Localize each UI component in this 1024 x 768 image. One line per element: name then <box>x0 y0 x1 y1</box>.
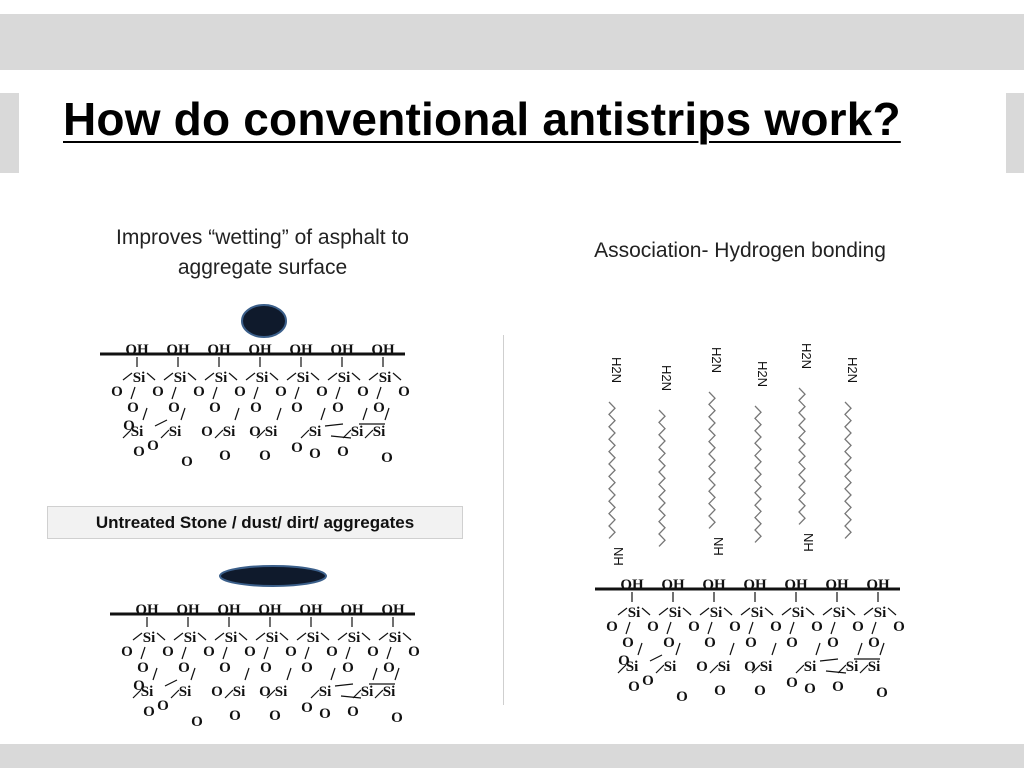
oxygen-label: O <box>285 644 297 660</box>
oxygen-label: O <box>745 635 757 651</box>
oxygen-label: O <box>181 454 193 470</box>
bond-line <box>683 608 691 615</box>
bond-line <box>618 608 627 615</box>
silicon-label: Si <box>759 659 773 675</box>
oxygen-label: O <box>147 438 159 454</box>
oxygen-label: O <box>211 684 223 700</box>
oxygen-label: O <box>337 444 349 460</box>
oxygen-label: O <box>408 644 420 660</box>
bond-line <box>287 668 291 680</box>
bond-line <box>782 608 791 615</box>
oxygen-label: O <box>827 635 839 651</box>
silicon-label: Si <box>183 630 197 646</box>
silicon-label: Si <box>791 605 805 621</box>
top-band <box>0 14 1024 70</box>
bond-line <box>823 608 832 615</box>
oxygen-label: O <box>219 448 231 464</box>
alkyl-chain <box>755 406 761 542</box>
bond-line <box>331 668 335 680</box>
oxygen-label: O <box>876 685 888 701</box>
bond-line <box>246 373 255 380</box>
oxygen-label: O <box>786 675 798 691</box>
bond-line <box>325 424 343 426</box>
silicon-label: Si <box>867 659 881 675</box>
bond-line <box>205 373 214 380</box>
wetted-surface-diagram <box>105 560 435 730</box>
asphalt-film <box>220 566 326 586</box>
oxygen-label: O <box>786 635 798 651</box>
hydroxyl-label: OH <box>330 342 354 358</box>
bond-line <box>229 373 237 380</box>
oxygen-label: O <box>852 619 864 635</box>
bond-line <box>321 633 329 640</box>
oxygen-label: O <box>332 400 344 416</box>
silicon-label: Si <box>224 630 238 646</box>
bond-line <box>328 373 337 380</box>
oxygen-label: O <box>618 653 630 669</box>
bond-line <box>198 633 206 640</box>
bond-line <box>174 633 183 640</box>
silicon-label: Si <box>717 659 731 675</box>
hydroxyl-label: OH <box>340 602 364 618</box>
oxygen-label: O <box>275 384 287 400</box>
bond-line <box>172 387 176 399</box>
silicon-label: Si <box>264 424 278 440</box>
hydroxyl-label: OH <box>661 577 685 593</box>
bond-line <box>650 655 662 661</box>
bond-line <box>254 387 258 399</box>
oxygen-label: O <box>804 681 816 697</box>
bond-line <box>270 373 278 380</box>
silicon-label: Si <box>845 659 859 675</box>
bond-line <box>667 622 671 634</box>
silicon-label: Si <box>709 605 723 621</box>
bond-line <box>143 408 147 420</box>
hydroxyl-label: OH <box>784 577 808 593</box>
bond-line <box>816 643 820 655</box>
hydroxyl-label: OH <box>381 602 405 618</box>
oxygen-label: O <box>291 400 303 416</box>
hydroxyl-label: OH <box>620 577 644 593</box>
silicon-label: Si <box>372 424 386 440</box>
hydroxyl-label: OH <box>866 577 890 593</box>
bond-line <box>864 608 873 615</box>
oxygen-label: O <box>121 644 133 660</box>
oxygen-label: O <box>770 619 782 635</box>
oxygen-label: O <box>191 714 203 730</box>
hydroxyl-label: OH <box>743 577 767 593</box>
bond-line <box>287 373 296 380</box>
bond-line <box>642 608 650 615</box>
oxygen-label: O <box>178 660 190 676</box>
silicon-label: Si <box>832 605 846 621</box>
bond-line <box>872 622 876 634</box>
oxygen-label: O <box>133 678 145 694</box>
silicon-label: Si <box>132 370 146 386</box>
oxygen-label: O <box>219 660 231 676</box>
bond-line <box>280 633 288 640</box>
bond-line <box>708 622 712 634</box>
bond-line <box>363 408 367 420</box>
bond-line <box>826 671 846 673</box>
amine-tail-label: NH <box>711 537 726 556</box>
bond-line <box>847 608 855 615</box>
stone-label: Untreated Stone / dust/ dirt/ aggregates <box>47 506 463 539</box>
oxygen-label: O <box>201 424 213 440</box>
amine-tail-label: NH <box>611 547 626 566</box>
bond-line <box>181 408 185 420</box>
bond-line <box>341 696 361 698</box>
amine-head-label: H2N <box>799 342 814 370</box>
left-side-bar <box>0 93 19 173</box>
asphalt-droplet <box>242 305 286 337</box>
oxygen-label: O <box>269 708 281 724</box>
bond-line <box>346 647 350 659</box>
oxygen-label: O <box>137 660 149 676</box>
silicon-label: Si <box>360 684 374 700</box>
hydroxyl-label: OH <box>825 577 849 593</box>
oxygen-label: O <box>381 450 393 466</box>
amine-head-label: H2N <box>709 346 724 374</box>
oxygen-label: O <box>663 635 675 651</box>
silicon-label: Si <box>142 630 156 646</box>
silicon-label: Si <box>222 424 236 440</box>
oxygen-label: O <box>249 424 261 440</box>
bond-line <box>820 659 838 661</box>
oxygen-label: O <box>606 619 618 635</box>
bond-line <box>387 647 391 659</box>
oxygen-label: O <box>259 684 271 700</box>
oxygen-label: O <box>319 706 331 722</box>
oxygen-label: O <box>729 619 741 635</box>
amine-head-label: H2N <box>755 360 770 388</box>
amine-head-label: H2N <box>609 356 624 384</box>
oxygen-label: O <box>301 660 313 676</box>
bond-line <box>165 680 177 686</box>
oxygen-label: O <box>291 440 303 456</box>
bond-line <box>749 622 753 634</box>
oxygen-label: O <box>301 700 313 716</box>
bond-line <box>765 608 773 615</box>
silicon-label: Si <box>803 659 817 675</box>
slide-title: How do conventional antistrips work? <box>63 93 901 145</box>
silicon-label: Si <box>750 605 764 621</box>
alkyl-chain <box>709 392 715 528</box>
oxygen-label: O <box>754 683 766 699</box>
silicate-lattice <box>595 577 905 705</box>
silicon-label: Si <box>255 370 269 386</box>
bond-line <box>331 436 351 438</box>
hydroxyl-label: OH <box>207 342 231 358</box>
silicon-label: Si <box>873 605 887 621</box>
bond-line <box>305 647 309 659</box>
oxygen-label: O <box>203 644 215 660</box>
oxygen-label: O <box>688 619 700 635</box>
hydroxyl-label: OH <box>176 602 200 618</box>
oxygen-label: O <box>642 673 654 689</box>
bond-line <box>213 387 217 399</box>
oxygen-label: O <box>342 660 354 676</box>
oxygen-label: O <box>127 400 139 416</box>
bond-line <box>235 408 239 420</box>
hydroxyl-label: OH <box>299 602 323 618</box>
silicon-label: Si <box>308 424 322 440</box>
bond-line <box>182 647 186 659</box>
bond-line <box>157 633 165 640</box>
hydroxyl-label: OH <box>135 602 159 618</box>
silicon-label: Si <box>274 684 288 700</box>
oxygen-label: O <box>326 644 338 660</box>
oxygen-label: O <box>234 384 246 400</box>
oxygen-label: O <box>893 619 905 635</box>
bond-line <box>393 373 401 380</box>
bond-line <box>297 633 306 640</box>
bond-line <box>403 633 411 640</box>
amine-molecules <box>609 343 860 566</box>
silicon-label: Si <box>388 630 402 646</box>
oxygen-label: O <box>152 384 164 400</box>
bond-line <box>164 373 173 380</box>
oxygen-label: O <box>244 644 256 660</box>
alkyl-chain <box>609 402 615 538</box>
bond-line <box>362 633 370 640</box>
untreated-surface-diagram <box>95 300 425 475</box>
oxygen-label: O <box>832 679 844 695</box>
hydroxyl-label: OH <box>217 602 241 618</box>
bond-line <box>724 608 732 615</box>
oxygen-label: O <box>111 384 123 400</box>
silicon-label: Si <box>130 424 144 440</box>
bond-line <box>321 408 325 420</box>
silicon-label: Si <box>173 370 187 386</box>
panel-divider <box>503 335 504 705</box>
bond-line <box>888 608 896 615</box>
bond-line <box>223 647 227 659</box>
hydroxyl-label: OH <box>166 342 190 358</box>
bond-line <box>215 633 224 640</box>
bond-line <box>831 622 835 634</box>
oxygen-label: O <box>259 448 271 464</box>
silicon-label: Si <box>382 684 396 700</box>
amine-head-label: H2N <box>659 364 674 392</box>
oxygen-label: O <box>714 683 726 699</box>
silicon-label: Si <box>296 370 310 386</box>
oxygen-label: O <box>704 635 716 651</box>
hydroxyl-label: OH <box>289 342 313 358</box>
oxygen-label: O <box>622 635 634 651</box>
bond-line <box>730 643 734 655</box>
bond-line <box>264 647 268 659</box>
bond-line <box>239 633 247 640</box>
bond-line <box>369 373 378 380</box>
bond-line <box>379 633 388 640</box>
oxygen-label: O <box>357 384 369 400</box>
bond-line <box>676 643 680 655</box>
oxygen-label: O <box>162 644 174 660</box>
bond-line <box>147 373 155 380</box>
silicon-label: Si <box>378 370 392 386</box>
hydroxyl-label: OH <box>248 342 272 358</box>
silicon-label: Si <box>668 605 682 621</box>
silicate-lattice <box>110 602 420 730</box>
bond-line <box>245 668 249 680</box>
bond-line <box>638 643 642 655</box>
oxygen-label: O <box>157 698 169 714</box>
bond-line <box>133 633 142 640</box>
bond-line <box>153 668 157 680</box>
hydrogen-bonding-caption: Association- Hydrogen bonding <box>594 239 886 262</box>
oxygen-label: O <box>811 619 823 635</box>
bond-line <box>858 643 862 655</box>
silicon-label: Si <box>318 684 332 700</box>
bond-line <box>155 420 167 426</box>
bond-line <box>277 408 281 420</box>
oxygen-label: O <box>143 704 155 720</box>
silicate-lattice <box>100 342 410 470</box>
hydroxyl-label: OH <box>702 577 726 593</box>
bond-line <box>373 668 377 680</box>
bond-line <box>191 668 195 680</box>
bond-line <box>659 608 668 615</box>
silicon-label: Si <box>214 370 228 386</box>
bond-line <box>377 387 381 399</box>
oxygen-label: O <box>193 384 205 400</box>
bond-line <box>256 633 265 640</box>
oxygen-label: O <box>647 619 659 635</box>
silicon-label: Si <box>178 684 192 700</box>
right-side-bar <box>1006 93 1024 173</box>
oxygen-label: O <box>309 446 321 462</box>
oxygen-label: O <box>123 418 135 434</box>
oxygen-label: O <box>260 660 272 676</box>
amine-bonding-diagram <box>590 340 920 705</box>
oxygen-label: O <box>868 635 880 651</box>
oxygen-label: O <box>250 400 262 416</box>
oxygen-label: O <box>168 400 180 416</box>
bond-line <box>131 387 135 399</box>
bond-line <box>741 608 750 615</box>
oxygen-label: O <box>229 708 241 724</box>
silicon-label: Si <box>350 424 364 440</box>
hydroxyl-label: OH <box>258 602 282 618</box>
oxygen-label: O <box>373 400 385 416</box>
bond-line <box>335 684 353 686</box>
bond-line <box>790 622 794 634</box>
oxygen-label: O <box>744 659 756 675</box>
bond-line <box>141 647 145 659</box>
silicon-label: Si <box>627 605 641 621</box>
amine-head-label: H2N <box>845 356 860 384</box>
silicon-label: Si <box>232 684 246 700</box>
bond-line <box>806 608 814 615</box>
oxygen-label: O <box>391 710 403 726</box>
oxygen-label: O <box>367 644 379 660</box>
oxygen-label: O <box>209 400 221 416</box>
silicon-label: Si <box>625 659 639 675</box>
hydroxyl-label: OH <box>371 342 395 358</box>
oxygen-label: O <box>383 660 395 676</box>
oxygen-label: O <box>133 444 145 460</box>
amine-tail-label: NH <box>801 533 816 552</box>
bond-line <box>385 408 389 420</box>
bond-line <box>880 643 884 655</box>
alkyl-chain <box>659 410 665 546</box>
bond-line <box>295 387 299 399</box>
silicon-label: Si <box>168 424 182 440</box>
silicon-label: Si <box>663 659 677 675</box>
bond-line <box>338 633 347 640</box>
oxygen-label: O <box>398 384 410 400</box>
bond-line <box>123 373 132 380</box>
bond-line <box>626 622 630 634</box>
alkyl-chain <box>799 388 805 524</box>
wetting-caption: Improves “wetting” of asphalt to aggregate surface <box>116 226 409 279</box>
silicon-label: Si <box>306 630 320 646</box>
silicon-label: Si <box>140 684 154 700</box>
silicon-label: Si <box>337 370 351 386</box>
bond-line <box>311 373 319 380</box>
bottom-band <box>0 744 1024 768</box>
oxygen-label: O <box>316 384 328 400</box>
silicon-label: Si <box>265 630 279 646</box>
oxygen-label: O <box>676 689 688 705</box>
bond-line <box>352 373 360 380</box>
oxygen-label: O <box>628 679 640 695</box>
silicon-label: Si <box>347 630 361 646</box>
hydroxyl-label: OH <box>125 342 149 358</box>
bond-line <box>395 668 399 680</box>
oxygen-label: O <box>347 704 359 720</box>
bond-line <box>700 608 709 615</box>
bond-line <box>772 643 776 655</box>
bond-line <box>336 387 340 399</box>
oxygen-label: O <box>696 659 708 675</box>
alkyl-chain <box>845 402 851 538</box>
bond-line <box>188 373 196 380</box>
